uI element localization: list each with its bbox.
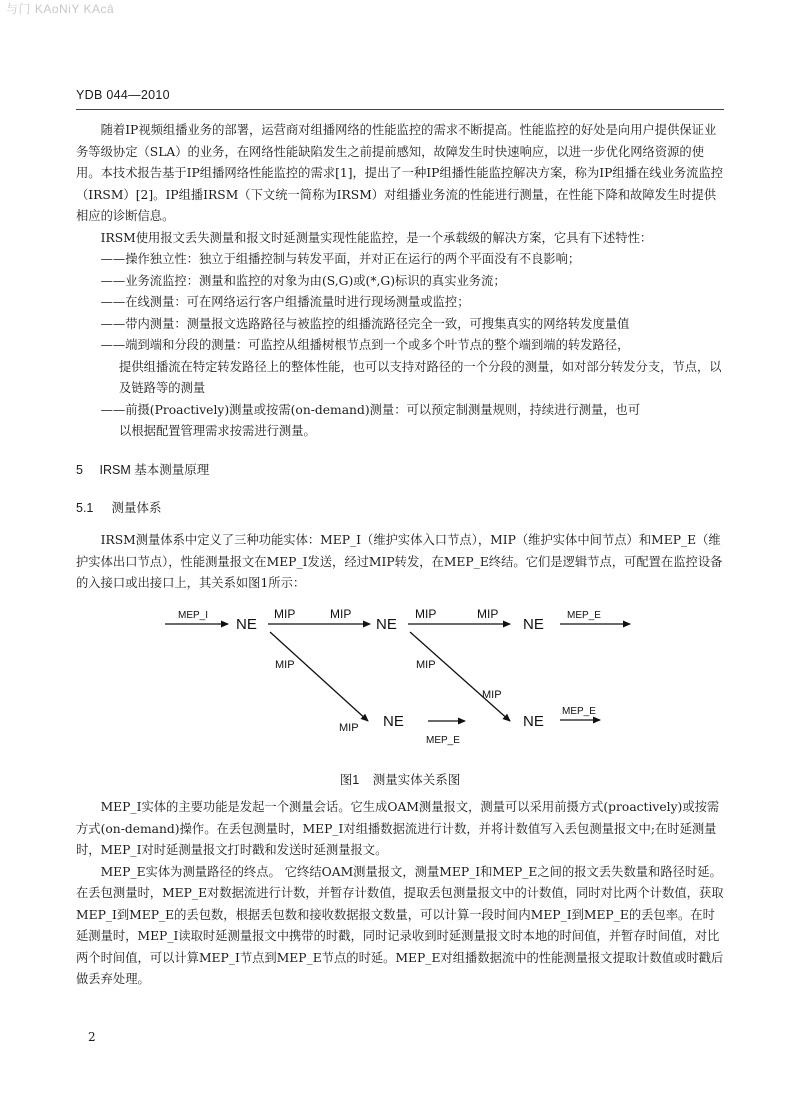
header-rule: [76, 109, 724, 110]
mip-label: MIP: [330, 607, 352, 621]
figure-title: 测量实体关系图: [372, 773, 461, 787]
feature-item-continuation: 以根据配置管理需求按需进行测量。: [119, 424, 316, 438]
mep-i-label: MEP_I: [178, 610, 209, 621]
section-title: IRSM 基本测量原理: [99, 463, 210, 477]
feature-item: ——前摄(Proactively)测量或按需(on-demand)测量：可以预定制测量规则，持续进行测量，也可: [100, 402, 641, 417]
section-number: 5: [76, 463, 83, 477]
ne-node-3: NE: [523, 616, 544, 633]
mep-e-paragraph: MEP_E实体为测量路径的终点。 它终结OAM测量报文，测量MEP_I和MEP_E之间的报文丢失数量和路径时延。在丢包测量时，MEP_E对数据流进行计数，并暂存计数值，提取丢包测量报文中的计数值，同时对比两个计数值，获取MEP_I到MEP_E的丢包数，根据丢包数和接收数据报文数量，可以计算一段时间内MEP_I到MEP_E的丢包率。在时延测量时，MEP_I读取时延测量报文中携带的时戳，同时记录收到时延测量报文时本地的时间值，并暂存时间值，对比两个时间值，可以计算MEP_I节点到MEP_E节点的时延。MEP_E对组播数据流中的性能测量报文提取计数值或时戳后做丢弃处理。: [76, 864, 724, 986]
watermark: 与门 KAoNiY KAcā: [6, 2, 115, 16]
figure-1: [150, 595, 650, 760]
feature-item: ——操作独立性：独立于组播控制与转发平面，并对正在运行的两个平面没有不良影响；: [100, 252, 581, 266]
feature-item: ——带内测量：测量报文选路路径与被监控的组播流路径完全一致，可搜集真实的网络转发度量值: [100, 316, 630, 331]
arrow-ne1-ne4: [270, 632, 368, 721]
ne-node-5: NE: [523, 713, 544, 730]
mep-e-label: MEP_E: [567, 610, 601, 621]
section-5-heading: [76, 460, 209, 478]
feature-item: ——业务流监控：测量和监控的对象为由(S,G)或(*,G)标识的真实业务流；: [100, 273, 506, 288]
subsection-title: 测量体系: [111, 501, 162, 515]
feature-item: ——在线测量：可在网络运行客户组播流量时进行现场测量或监控；: [100, 295, 470, 309]
mip-label: MIP: [275, 659, 295, 671]
page-number: 2: [88, 1030, 96, 1044]
feature-item: ——端到端和分段的测量：可监控从组播树根节点到一个或多个叶节点的整个端到端的转发路径，: [100, 338, 630, 352]
figure-caption: [0, 770, 800, 788]
mep-e-label: MEP_E: [426, 735, 460, 746]
ne-node-4: NE: [383, 713, 404, 730]
ne-node-2: NE: [376, 616, 397, 633]
subsection-number: 5.1: [76, 501, 94, 515]
mip-label: MIP: [339, 722, 359, 734]
mip-label: MIP: [274, 607, 296, 621]
feature-item-continuation: 提供组播流在特定转发路径上的整体性能，也可以支持对路径的一个分段的测量，如对部分转发分支，节点，以及链路等的测量: [119, 359, 722, 395]
mip-label: MIP: [482, 689, 502, 701]
entities-description: [76, 797, 724, 991]
section-5-1-heading: [76, 498, 162, 516]
section-5-1-paragraph: IRSM测量体系中定义了三种功能实体：MEP_I（维护实体入口节点），MIP（维护实体中间节点）和MEP_E（维护实体出口节点），性能测量报文在MEP_I发送，经过MIP转发，在MEP_E终结。它们是逻辑节点，可配置在监控设备的入接口或出接口上，其关系如图1所示：: [76, 533, 723, 590]
intro-paragraph-2: IRSM使用报文丢失测量和报文时延测量实现性能监控，是一个承载级的解决方案，它具有下述特性：: [100, 230, 653, 245]
arrow-ne2-ne5: [410, 632, 510, 721]
figure-number: 图1: [339, 773, 360, 787]
document-id: YDB 044—2010: [76, 88, 170, 102]
mip-label: MIP: [415, 607, 437, 621]
mep-i-paragraph: MEP_I实体的主要功能是发起一个测量会话。它生成OAM测量报文，测量可以采用前摄方式(proactively)或按需方式(on-demand)操作。在丢包测量时，MEP_I对组播数据流进行计数，并将计数值写入丢包测量报文中;在时延测量时，MEP_I对时延测量报文打时戳和发送时延测量报文。: [76, 800, 720, 857]
intro-section: [76, 120, 724, 443]
entity-relation-diagram: [150, 595, 650, 760]
mip-label: MIP: [477, 607, 499, 621]
mep-e-label: MEP_E: [562, 706, 596, 717]
mip-label: MIP: [416, 659, 436, 671]
ne-node-1: NE: [236, 616, 257, 633]
intro-paragraph-1: 随着IP视频组播业务的部署，运营商对组播网络的性能监控的需求不断提高。性能监控的好处是向用户提供保证业务等级协定（SLA）的业务，在网络性能缺陷发生之前提前感知，故障发生时快速响应，以进一步优化网络资源的使用。本技术报告基于IP组播网络性能监控的需求[1]，提出了一种IP组播性能监控解决方案，称为IP组播在线业务流监控（IRSM）[2]。IP组播IRSM（下文统一简称为IRSM）对组播业务流的性能进行测量，在性能下降和故障发生时提供相应的诊断信息。: [76, 123, 724, 223]
section-5-1-body: [76, 530, 724, 595]
